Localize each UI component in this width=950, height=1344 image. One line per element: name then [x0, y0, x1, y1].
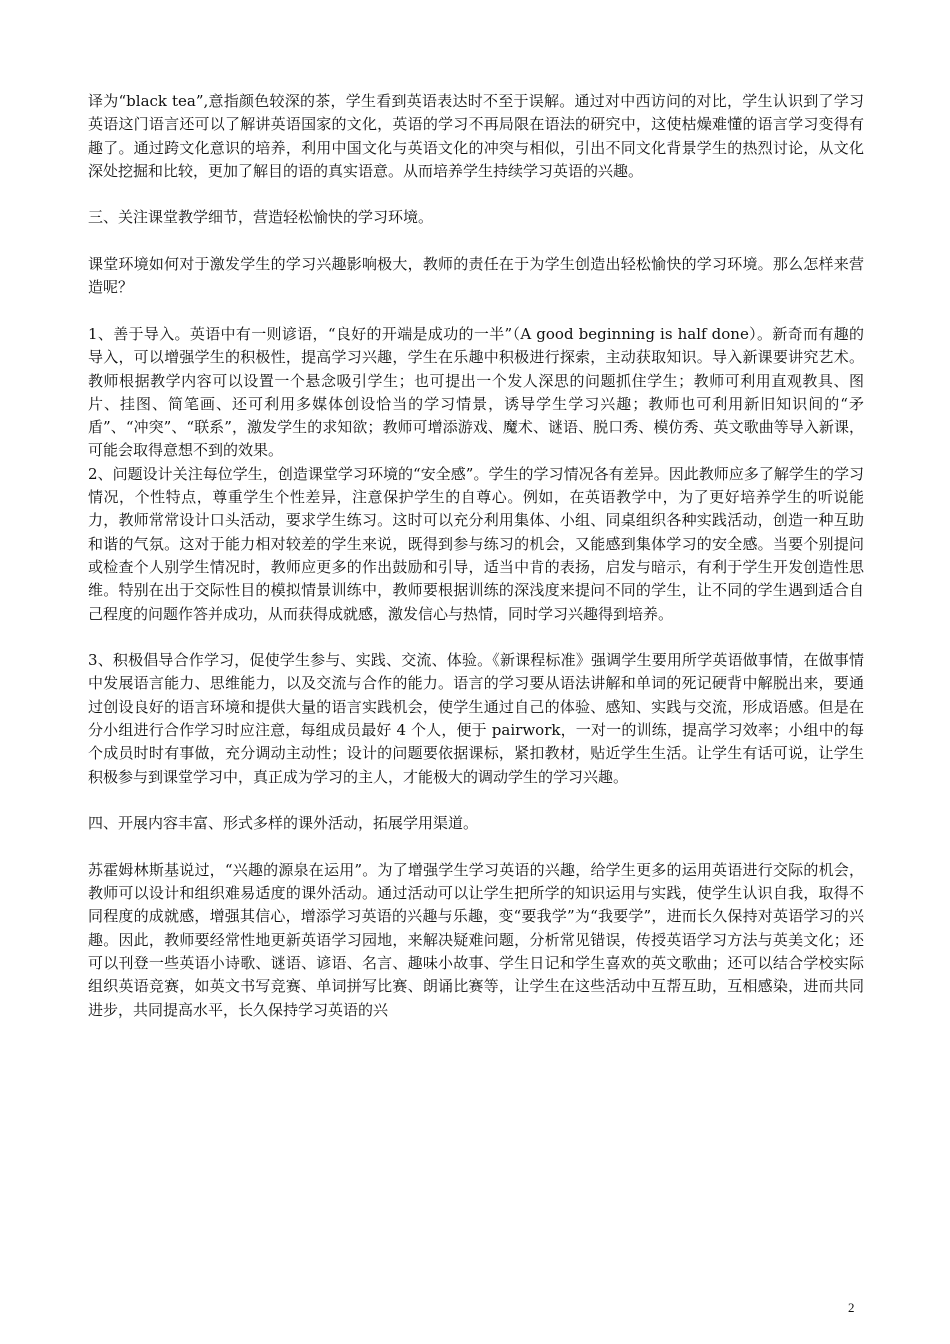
paragraph-item-2: 2、问题设计关注每位学生，创造课堂学习环境的“安全感”。学生的学习情况各有差异。因此教师应多了解学生的学习情况，个性特点，尊重学生个性差异，注意保护学生的自尊心。例如，在英语教学中，为了更好培养学生的听说能力，教师常常设计口头活动，要求学生练习。这时可以充分利用集体、小组、同桌组织各种实践活动，创造一种互助和谐的气氛。这对于能力相对较差的学生来说，既得到参与练习的机会，又能感到集体学习的安全感。当要个别提问或检查个人别学生情况时，教师应更多的作出鼓励和引导，适当中肯的表扬，启发与暗示，有利于学生开发创造性思维。特别在出于交际性目的模拟情景训练中，教师要根据训练的深浅度来提问不同的学生，让不同的学生遇到适合自己程度的问题作答并成功，从而获得成就感，激发信心与热情，同时学习兴趣得到培养。 [88, 464, 864, 623]
paragraph-extracurricular: 苏霍姆林斯基说过，“兴趣的源泉在运用”。为了增强学生学习英语的兴趣，给学生更多的运用英语进行交际的机会，教师可以设计和组织难易适度的课外活动。通过活动可以让学生把所学的知识运用与实践，使学生认识自我，取得不同程度的成就感，增强其信心，增添学习英语的兴趣与乐趣，变“要我学”为“我要学”，进而长久保持对英语学习的兴趣。因此，教师要经常性地更新英语学习园地，来解决疑难问题，分析常见错误，传授英语学习方法与英美文化；还可以刊登一些英语小诗歌、谜语、谚语、名言、趣味小故事、学生日记和学生喜欢的英文歌曲；还可以结合学校实际组织英语竞赛，如英文书写竞赛、单词拼写比赛、朗诵比赛等，让学生在这些活动中互帮互助，互相感染，进而共同进步，共同提高水平，长久保持学习英语的兴 [88, 860, 864, 1019]
page-number: 2 [848, 1300, 855, 1315]
document-body [88, 90, 864, 1022]
section-heading-4: 四、开展内容丰富、形式多样的课外活动，拓展学用渠道。 [88, 814, 479, 833]
paragraph-classroom-environment: 课堂环境如何对于激发学生的学习兴趣影响极大，教师的责任在于为学生创造出轻松愉快的学习环境。那么怎样来营造呢？ [88, 255, 864, 297]
section-heading-3: 三、关注课堂教学细节，营造轻松愉快的学习环境。 [88, 208, 434, 227]
paragraph-culture-intro: 译为“black tea”,意指颜色较深的茶，学生看到英语表达时不至于误解。通过对中西访问的对比，学生认识到了学习英语这门语言还可以了解讲英语国家的文化，英语的学习不再局限在语法的研究中，这使枯燥难懂的语言学习变得有趣了。通过跨文化意识的培养，利用中国文化与英语文化的冲突与相似，引出不同文化背景学生的热烈讨论，从文化深处挖掘和比较，更加了解目的语的真实语意。从而培养学生持续学习英语的兴趣。 [88, 92, 864, 180]
paragraph-item-3: 3、积极倡导合作学习，促使学生参与、实践、交流、体验。《新课程标准》强调学生要用所学英语做事情，在做事情中发展语言能力、思维能力，以及交流与合作的能力。语言的学习要从语法讲解和单词的死记硬背中解脱出来，要通过创设良好的语言环境和提供大量的语言实践机会，使学生通过自己的体验、感知、实践与交流，形成语感。但是在分小组进行合作学习时应注意，每组成员最好 4 个人，便于 pairwork，一对一的训练，提高学习效率；小组中的每个成员时时有事做，充分调动主动性；设计的问题要依据课标，紧扣教材，贴近学生生活。让学生有话可说，让学生积极参与到课堂学习中，真正成为学习的主人，才能极大的调动学生的学习兴趣。 [88, 651, 864, 786]
paragraph-item-1: 1、善于导入。英语中有一则谚语，“良好的开端是成功的一半”（A good beginning is half done）。新奇而有趣的导入，可以增强学生的积极性，提高学习兴趣，学生在乐趣中积极进行探索，主动获取知识。导入新课要讲究艺术。教师根据教学内容可以设置一个悬念吸引学生；也可提出一个发人深思的问题抓住学生；教师可利用直观教具、图片、挂图、简笔画、还可利用多媒体创设恰当的学习情景，诱导学生学习兴趣；教师也可利用新旧知识间的“矛盾”、“冲突”、“联系”，激发学生的求知欲；教师可增添游戏、魔术、谜语、脱口秀、模仿秀、英文歌曲等导入新课，可能会取得意想不到的效果。 [88, 324, 864, 460]
